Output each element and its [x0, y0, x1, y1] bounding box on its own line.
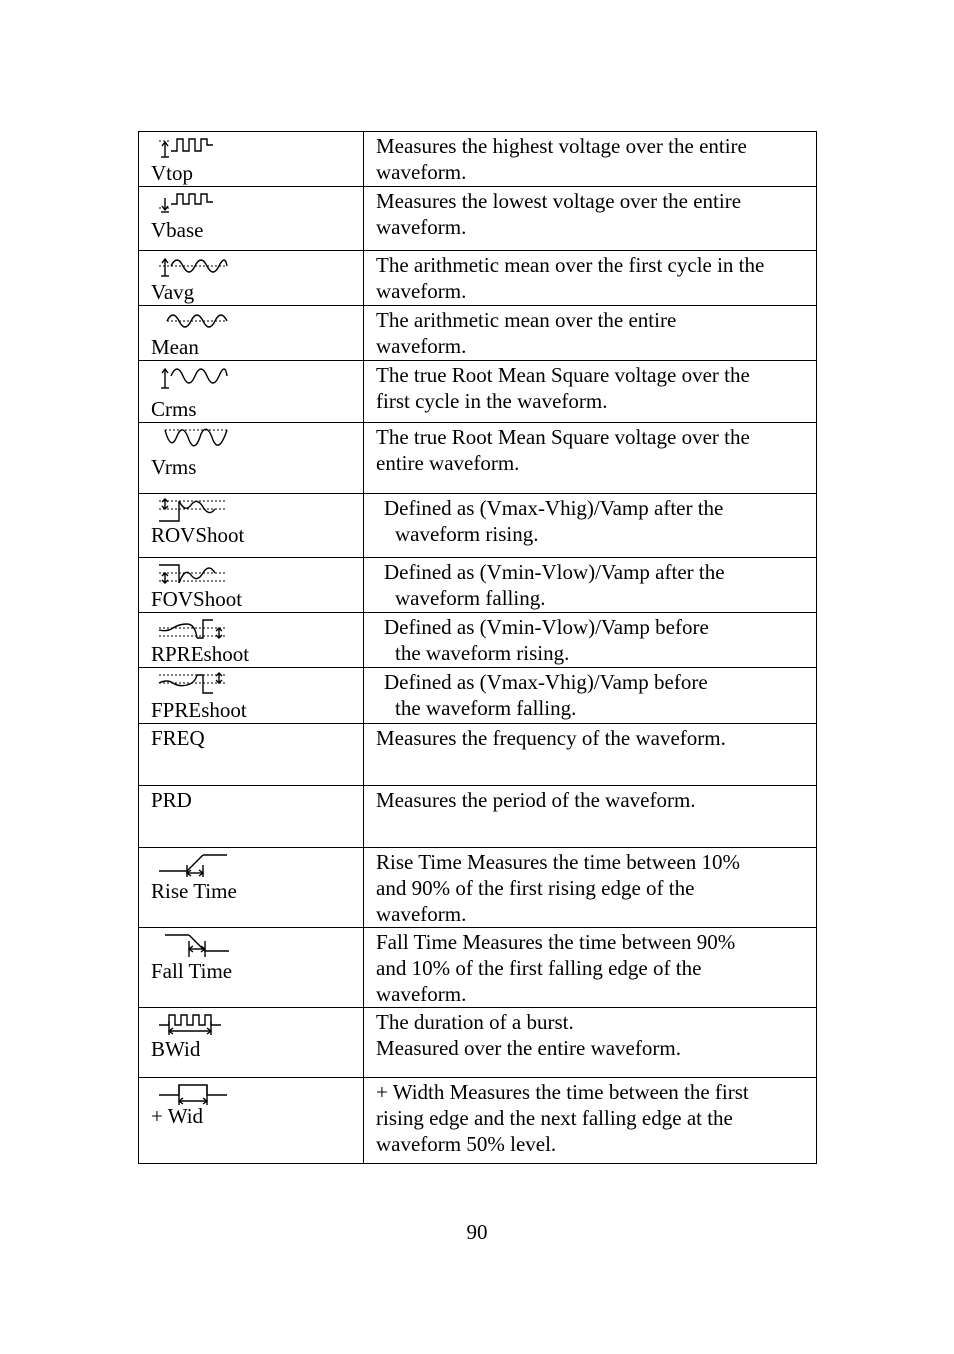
measurement-name: Fall Time	[151, 959, 233, 983]
table-row	[139, 132, 817, 187]
measurement-description: The duration of a burst. Measured over the entire waveform.	[364, 1008, 817, 1078]
vavg-icon	[157, 254, 229, 280]
vrms-icon	[157, 426, 229, 452]
bwid-icon	[157, 1011, 229, 1037]
table-row	[139, 1078, 817, 1164]
measurement-name: Vbase	[151, 218, 204, 242]
measurement-description: Measures the lowest voltage over the entire waveform.	[364, 187, 817, 251]
measurement-name: Vtop	[151, 161, 193, 185]
measurement-name: ROVShoot	[151, 523, 245, 547]
measurement-name-cell	[139, 558, 364, 613]
measurement-name: Crms	[151, 397, 197, 421]
measurement-name-cell	[139, 1078, 364, 1164]
measurement-description: Defined as (Vmax-Vhig)/Vamp after the waveform rising.	[364, 494, 817, 558]
measurement-description: Measures the frequency of the waveform.	[364, 724, 817, 786]
measurement-name-cell	[139, 251, 364, 306]
measurement-name-cell	[139, 132, 364, 187]
table-row	[139, 306, 817, 361]
measurement-name-cell	[139, 1008, 364, 1078]
measurement-name: PRD	[151, 788, 192, 812]
table-row	[139, 848, 817, 928]
rovshoot-icon	[157, 497, 229, 523]
table-row	[139, 558, 817, 613]
measurement-name-cell	[139, 187, 364, 251]
measurement-description: Fall Time Measures the time between 90% and 10% of the first falling edge of the waveform.	[364, 928, 817, 1008]
rise-time-icon	[157, 851, 229, 877]
fall-time-icon	[157, 931, 229, 957]
measurement-description: Defined as (Vmin-Vlow)/Vamp before the waveform rising.	[364, 613, 817, 668]
table-row	[139, 251, 817, 306]
measurement-name-cell	[139, 306, 364, 361]
measurement-name: Vavg	[151, 280, 195, 304]
table-row	[139, 786, 817, 848]
measurement-description: The arithmetic mean over the entire waveform.	[364, 306, 817, 361]
table-row	[139, 494, 817, 558]
measurement-name: RPREshoot	[151, 642, 250, 666]
measurement-description: Defined as (Vmax-Vhig)/Vamp before the waveform falling.	[364, 668, 817, 724]
measurement-description: Measures the period of the waveform.	[364, 786, 817, 848]
measurement-name: + Wid	[151, 1104, 204, 1128]
measurement-description: The true Root Mean Square voltage over the first cycle in the waveform.	[364, 361, 817, 423]
table-row	[139, 928, 817, 1008]
table-row	[139, 668, 817, 724]
measurement-name-cell	[139, 361, 364, 423]
fovshoot-icon	[157, 561, 229, 587]
measurement-description: Defined as (Vmin-Vlow)/Vamp after the waveform falling.	[364, 558, 817, 613]
measurement-name: Rise Time	[151, 879, 237, 903]
measurement-name-cell	[139, 928, 364, 1008]
measurement-name-cell	[139, 423, 364, 494]
measurement-name: FREQ	[151, 726, 205, 750]
measurement-name-cell	[139, 494, 364, 558]
measurement-description: + Width Measures the time between the first rising edge and the next falling edge at the waveform 50% level.	[364, 1078, 817, 1164]
rpreshoot-icon	[157, 616, 229, 642]
mean-icon	[157, 309, 229, 335]
measurement-description: Rise Time Measures the time between 10% and 90% of the first rising edge of the waveform.	[364, 848, 817, 928]
measurement-name-cell	[139, 613, 364, 668]
crms-icon	[157, 364, 229, 390]
table-row	[139, 613, 817, 668]
page-number: 90	[466, 1220, 488, 1244]
vtop-icon	[157, 135, 229, 161]
measurement-name: FPREshoot	[151, 698, 247, 722]
measurement-table	[138, 131, 817, 1164]
measurement-name: FOVShoot	[151, 587, 243, 611]
table-row	[139, 361, 817, 423]
measurement-name: Mean	[151, 335, 199, 359]
measurement-description: The true Root Mean Square voltage over the entire waveform.	[364, 423, 817, 494]
table-row	[139, 1008, 817, 1078]
measurement-name-cell	[139, 786, 364, 848]
measurement-name-cell	[139, 668, 364, 724]
measurement-name-cell	[139, 724, 364, 786]
fpreshoot-icon	[157, 671, 229, 697]
table-row	[139, 724, 817, 786]
vbase-icon	[157, 190, 229, 216]
measurement-name: BWid	[151, 1037, 201, 1061]
table-row	[139, 423, 817, 494]
measurement-name: Vrms	[151, 455, 197, 479]
measurement-name-cell	[139, 848, 364, 928]
measurement-description: Measures the highest voltage over the entire waveform.	[364, 132, 817, 187]
measurement-description: The arithmetic mean over the first cycle in the waveform.	[364, 251, 817, 306]
table-row	[139, 187, 817, 251]
